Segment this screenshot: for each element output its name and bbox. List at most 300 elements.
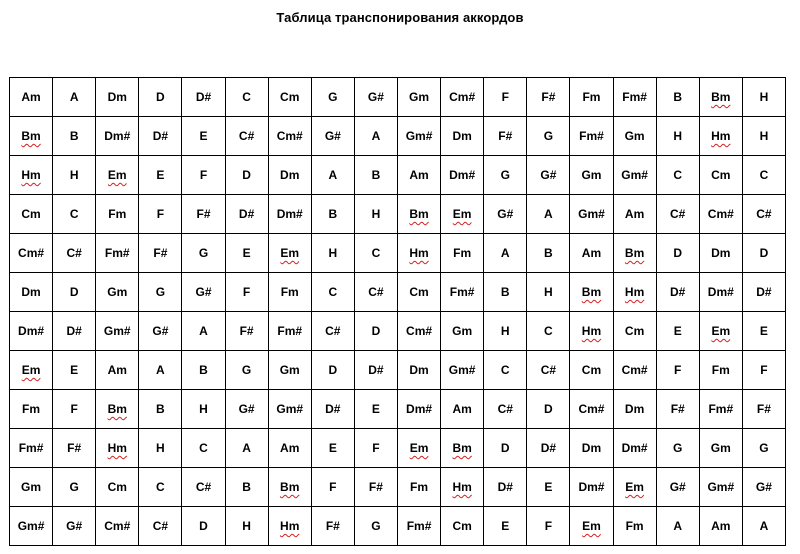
chord-label: E [673, 324, 682, 338]
chord-label: D [199, 519, 208, 533]
chord-label: D# [195, 90, 212, 104]
chord-cell [354, 468, 397, 507]
chord-label: B [156, 402, 165, 416]
chord-label: Dm# [104, 129, 131, 143]
chord-cell [527, 234, 570, 273]
chord-label: Am [280, 441, 300, 455]
chord-cell [397, 234, 440, 273]
chord-label: Dm [280, 168, 300, 182]
chord-cell [311, 507, 354, 546]
chord-cell [527, 390, 570, 429]
chord-label: Am [107, 363, 127, 377]
chord-cell [742, 312, 785, 351]
chord-cell [484, 195, 527, 234]
chord-label: Cm# [276, 129, 303, 143]
chord-cell [10, 273, 53, 312]
chord-cell [441, 273, 484, 312]
chord-cell [656, 234, 699, 273]
chord-label: Em [409, 441, 429, 455]
chord-label: G# [152, 324, 169, 338]
chord-label: A [242, 441, 251, 455]
chord-cell [96, 390, 139, 429]
chord-cell [354, 429, 397, 468]
chord-label: C [242, 90, 251, 104]
chord-label: D [500, 441, 510, 455]
table-row [10, 468, 786, 507]
chord-label: A [759, 519, 769, 533]
chord-label: F [372, 441, 380, 455]
chord-label: B [69, 129, 79, 143]
chord-cell [441, 429, 484, 468]
chord-label: F# [325, 519, 340, 533]
chord-cell [613, 234, 656, 273]
chord-cell [570, 234, 613, 273]
chord-label: F [199, 168, 208, 182]
chord-cell [139, 429, 182, 468]
chord-label: D [544, 402, 553, 416]
chord-label: Cm# [578, 402, 605, 416]
chord-label: Dm# [621, 441, 648, 455]
chord-cell [182, 507, 225, 546]
chord-cell [268, 234, 311, 273]
chord-cell [613, 195, 656, 234]
chord-cell [268, 351, 311, 390]
chord-label: Fm# [449, 285, 475, 299]
chord-label: G [69, 480, 79, 494]
chord-label: Em [280, 246, 300, 260]
chord-cell [268, 468, 311, 507]
chord-label: F [674, 363, 682, 377]
chord-cell [354, 507, 397, 546]
chord-label: G [371, 519, 381, 533]
chord-cell [397, 78, 440, 117]
chord-cell [182, 273, 225, 312]
chord-cell [441, 117, 484, 156]
chord-cell [484, 156, 527, 195]
chord-cell [182, 156, 225, 195]
chord-cell [53, 195, 96, 234]
chord-cell [484, 117, 527, 156]
chord-label: H [69, 168, 79, 182]
chord-label: G# [66, 519, 83, 533]
chord-cell [53, 78, 96, 117]
chord-cell [225, 273, 268, 312]
chord-cell [139, 273, 182, 312]
chord-cell [10, 312, 53, 351]
chord-label: Gm# [448, 363, 476, 377]
chord-cell [397, 156, 440, 195]
chord-label: Gm# [103, 324, 131, 338]
chord-label: Dm# [707, 285, 734, 299]
chord-cell [139, 234, 182, 273]
chord-cell [268, 312, 311, 351]
transposition-table [9, 77, 786, 546]
chord-cell [354, 234, 397, 273]
chord-label: C# [497, 402, 513, 416]
chord-label: H [759, 90, 769, 104]
chord-cell [268, 156, 311, 195]
chord-label: A [673, 519, 683, 533]
chord-label: G# [497, 207, 514, 221]
chord-label: E [501, 519, 510, 533]
chord-label: D# [540, 441, 557, 455]
chord-cell [311, 234, 354, 273]
chord-label: Am [409, 168, 429, 182]
chord-cell [656, 351, 699, 390]
chord-cell [268, 78, 311, 117]
chord-cell [225, 195, 268, 234]
chord-cell [656, 390, 699, 429]
chord-label: Fm# [277, 324, 303, 338]
chord-cell [699, 390, 742, 429]
chord-cell [139, 78, 182, 117]
chord-cell [268, 273, 311, 312]
chord-label: B [328, 207, 338, 221]
chord-cell [225, 156, 268, 195]
chord-label: Cm# [449, 90, 476, 104]
chord-cell [441, 468, 484, 507]
chord-cell [397, 468, 440, 507]
chord-label: D [759, 246, 769, 260]
chord-cell [53, 234, 96, 273]
chord-cell [96, 312, 139, 351]
chord-label: Hm [280, 519, 300, 533]
chord-cell [311, 429, 354, 468]
chord-cell [311, 156, 354, 195]
chord-label: H [371, 207, 381, 221]
chord-cell [742, 234, 785, 273]
chord-cell [613, 78, 656, 117]
chord-label: Em [21, 363, 41, 377]
chord-cell [311, 351, 354, 390]
chord-cell [742, 507, 785, 546]
chord-label: D [242, 168, 251, 182]
chord-cell [10, 429, 53, 468]
chord-label: Dm [581, 441, 602, 455]
chord-cell [139, 312, 182, 351]
chord-label: Gm# [405, 129, 433, 143]
chord-label: Dm# [18, 324, 45, 338]
chord-cell [742, 78, 785, 117]
chord-cell [96, 195, 139, 234]
table-row [10, 507, 786, 546]
chord-label: Cm [624, 324, 645, 338]
chord-cell [742, 429, 785, 468]
chord-cell [699, 273, 742, 312]
chord-label: Gm [21, 480, 42, 494]
chord-label: F# [196, 207, 211, 221]
chord-cell [570, 117, 613, 156]
chord-label: D [69, 285, 79, 299]
chord-label: Fm# [579, 129, 604, 143]
chord-cell [570, 156, 613, 195]
chord-label: C [500, 363, 510, 377]
chord-cell [656, 429, 699, 468]
chord-cell [354, 156, 397, 195]
chord-label: Gm [624, 129, 645, 143]
chord-cell [484, 507, 527, 546]
chord-cell [699, 195, 742, 234]
chord-cell [527, 507, 570, 546]
chord-cell [96, 507, 139, 546]
chord-cell [96, 468, 139, 507]
chord-label: Fm [582, 90, 601, 104]
chord-cell [10, 234, 53, 273]
chord-cell [10, 468, 53, 507]
chord-cell [182, 429, 225, 468]
chord-cell [484, 273, 527, 312]
chord-label: E [371, 402, 380, 416]
chord-label: B [242, 480, 251, 494]
chord-label: C [69, 207, 79, 221]
chord-label: Gm# [578, 207, 605, 221]
chord-label: G# [324, 129, 341, 143]
chord-cell [354, 117, 397, 156]
chord-cell [10, 351, 53, 390]
chord-cell [484, 390, 527, 429]
chord-label: Am [581, 246, 602, 260]
chord-cell [441, 351, 484, 390]
chord-cell [354, 390, 397, 429]
chord-label: Dm# [276, 207, 303, 221]
chord-cell [441, 390, 484, 429]
chord-label: Am [452, 402, 472, 416]
chord-label: E [544, 480, 553, 494]
chord-label: Bm [624, 246, 645, 260]
chord-cell [527, 351, 570, 390]
chord-cell [225, 390, 268, 429]
chord-label: Hm [711, 129, 731, 143]
chord-label: Em [452, 207, 472, 221]
chord-label: Gm# [621, 168, 648, 182]
chord-label: D# [756, 285, 772, 299]
chord-cell [139, 156, 182, 195]
chord-cell [656, 507, 699, 546]
chord-cell [484, 429, 527, 468]
chord-cell [139, 507, 182, 546]
chord-cell [699, 507, 742, 546]
chord-cell [182, 195, 225, 234]
chord-cell [656, 273, 699, 312]
table-row [10, 234, 786, 273]
chord-cell [441, 195, 484, 234]
chord-cell [96, 351, 139, 390]
chord-label: Fm# [708, 402, 734, 416]
chord-cell [225, 468, 268, 507]
chord-cell [699, 468, 742, 507]
chord-cell [484, 468, 527, 507]
chord-label: C [544, 324, 553, 338]
chord-label: D# [368, 363, 384, 377]
chord-cell [656, 78, 699, 117]
chord-label: H [199, 402, 208, 416]
chord-label: Gm [107, 285, 128, 299]
chord-label: A [69, 90, 79, 104]
chord-label: Dm [107, 90, 127, 104]
chord-label: C [759, 168, 769, 182]
chord-cell [570, 468, 613, 507]
chord-label: H [328, 246, 338, 260]
chord-label: A [544, 207, 553, 221]
chord-label: Em [107, 168, 127, 182]
chord-label: G# [669, 480, 686, 494]
chord-cell [354, 273, 397, 312]
chord-label: Cm# [406, 324, 433, 338]
chord-cell [397, 195, 440, 234]
chord-cell [484, 78, 527, 117]
chord-cell [225, 234, 268, 273]
chord-cell [656, 195, 699, 234]
chord-cell [527, 273, 570, 312]
chord-label: Bm [711, 90, 731, 104]
chord-cell [699, 312, 742, 351]
chord-cell [96, 117, 139, 156]
chord-label: Fm [280, 285, 299, 299]
chord-label: H [242, 519, 251, 533]
chord-cell [182, 117, 225, 156]
chord-cell [354, 78, 397, 117]
chord-cell [441, 78, 484, 117]
chord-label: G [155, 285, 166, 299]
chord-cell [613, 156, 656, 195]
chord-label: G# [238, 402, 255, 416]
chord-label: Gm [710, 441, 731, 455]
chord-label: D# [152, 129, 169, 143]
chord-label: E [156, 168, 165, 182]
chord-cell [225, 507, 268, 546]
chord-label: A [156, 363, 165, 377]
table-row [10, 312, 786, 351]
chord-cell [96, 78, 139, 117]
chord-label: H [156, 441, 165, 455]
chord-cell [225, 312, 268, 351]
chord-label: C [371, 246, 381, 260]
chord-label: Gm [409, 90, 430, 104]
chord-cell [311, 117, 354, 156]
chord-label: Bm [107, 402, 127, 416]
chord-label: Dm [452, 129, 472, 143]
chord-cell [311, 195, 354, 234]
table-row [10, 156, 786, 195]
chord-label: Hm [107, 441, 127, 455]
chord-cell [268, 429, 311, 468]
chord-label: D# [238, 207, 255, 221]
chord-label: C# [670, 207, 686, 221]
chord-label: F# [541, 90, 556, 104]
chord-cell [182, 312, 225, 351]
chord-cell [10, 78, 53, 117]
chord-cell [527, 117, 570, 156]
chord-label: C [199, 441, 208, 455]
chord-label: F [501, 90, 509, 104]
chord-label: G# [195, 285, 212, 299]
chord-cell [742, 195, 785, 234]
chord-cell [527, 468, 570, 507]
chord-cell [354, 351, 397, 390]
chord-label: F# [670, 402, 685, 416]
chord-cell [53, 312, 96, 351]
chord-cell [268, 117, 311, 156]
chord-cell [699, 351, 742, 390]
chord-label: C [328, 285, 338, 299]
chord-cell [225, 78, 268, 117]
chord-label: Gm# [707, 480, 735, 494]
chord-cell [613, 117, 656, 156]
chord-cell [441, 312, 484, 351]
chord-cell [613, 468, 656, 507]
chord-label: G [500, 168, 510, 182]
chord-cell [96, 273, 139, 312]
chord-label: H [544, 285, 553, 299]
chord-label: Fm [453, 246, 472, 260]
page-title: Таблица транспонирования аккордов [276, 10, 524, 25]
chord-cell [397, 273, 440, 312]
chord-label: Cm [280, 90, 300, 104]
chord-label: Bm [452, 441, 472, 455]
chord-cell [311, 78, 354, 117]
chord-label: B [673, 90, 683, 104]
chord-label: H [500, 324, 510, 338]
chord-cell [699, 234, 742, 273]
chord-label: Fm [22, 402, 41, 416]
chord-cell [311, 312, 354, 351]
chord-label: Dm# [406, 402, 433, 416]
chord-label: G# [540, 168, 557, 182]
chord-cell [527, 429, 570, 468]
chord-label: C [156, 480, 165, 494]
chord-cell [96, 156, 139, 195]
chord-cell [311, 273, 354, 312]
chord-label: G# [367, 90, 384, 104]
chord-cell [699, 117, 742, 156]
table-row [10, 273, 786, 312]
table-row [10, 390, 786, 429]
chord-cell [613, 390, 656, 429]
chord-cell [10, 117, 53, 156]
chord-label: E [70, 363, 79, 377]
chord-label: Dm [711, 246, 731, 260]
chord-cell [613, 507, 656, 546]
chord-label: G [673, 441, 683, 455]
chord-label: E [759, 324, 768, 338]
chord-label: Bm [581, 285, 602, 299]
chord-cell [225, 429, 268, 468]
chord-label: F# [756, 402, 771, 416]
chord-label: G [543, 129, 554, 143]
chord-label: C# [238, 129, 255, 143]
chord-cell [354, 195, 397, 234]
chord-cell [742, 273, 785, 312]
chord-cell [53, 390, 96, 429]
chord-cell [742, 156, 785, 195]
chord-cell [10, 390, 53, 429]
chord-label: D [156, 90, 165, 104]
chord-label: Gm [581, 168, 602, 182]
chord-cell [182, 390, 225, 429]
chord-cell [53, 156, 96, 195]
chord-cell [484, 234, 527, 273]
chord-cell [570, 78, 613, 117]
chord-cell [570, 429, 613, 468]
chord-label: D# [325, 402, 341, 416]
chord-cell [397, 390, 440, 429]
chord-label: B [500, 285, 510, 299]
chord-label: F [329, 480, 337, 494]
chord-cell [570, 312, 613, 351]
chord-label: Am [624, 207, 645, 221]
chord-label: Dm [624, 402, 645, 416]
table-row [10, 195, 786, 234]
